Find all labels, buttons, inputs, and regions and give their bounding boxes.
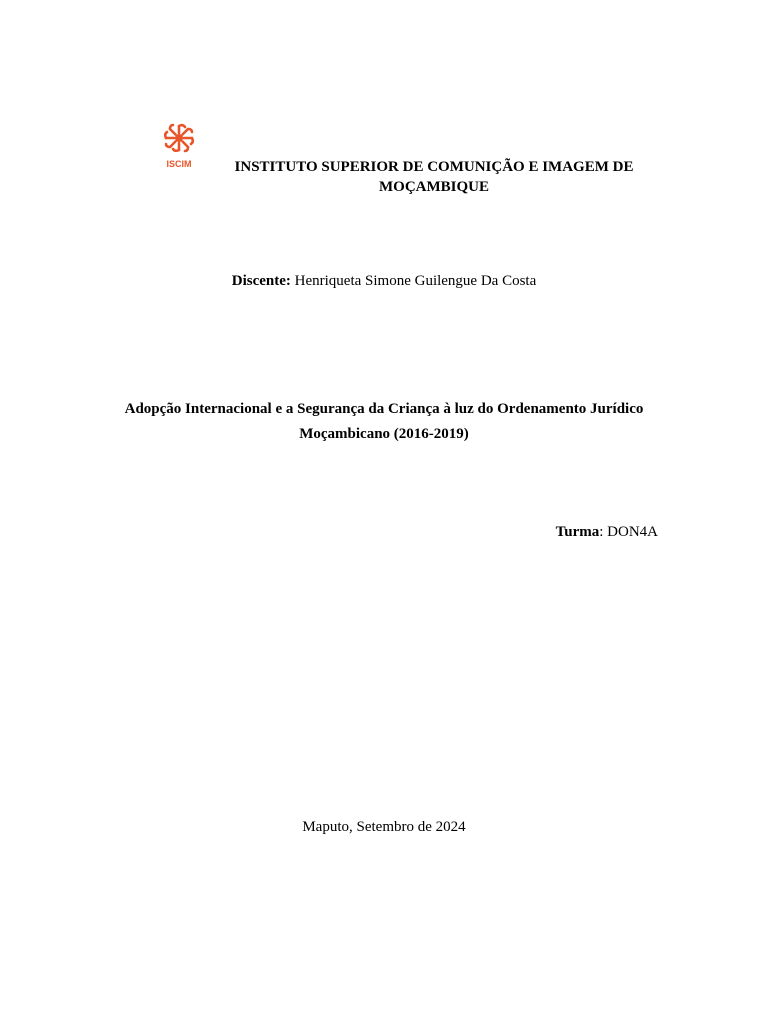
class-value: : DON4A bbox=[599, 524, 658, 540]
institution-name-line1: INSTITUTO SUPERIOR DE COMUNIÇÃO E IMAGEM DE bbox=[234, 159, 634, 175]
class-label: Turma bbox=[555, 524, 600, 540]
logo-text: ISCIM bbox=[166, 159, 192, 169]
work-title-line1: Adopção Internacional e a Segurança da Criança à luz do Ordenamento Jurídico bbox=[124, 401, 644, 417]
class-line bbox=[556, 522, 658, 542]
student-name: Henriqueta Simone Guilengue Da Costa bbox=[290, 273, 537, 289]
place-date: Maputo, Setembro de 2024 bbox=[302, 819, 466, 835]
work-title bbox=[100, 397, 668, 447]
student-label: Discente: bbox=[231, 273, 291, 289]
work-title-line2: Moçambicano (2016-2019) bbox=[299, 426, 469, 442]
institution-name bbox=[150, 157, 718, 197]
institution-name-line2: MOÇAMBIQUE bbox=[379, 179, 489, 195]
student-line bbox=[0, 271, 768, 291]
